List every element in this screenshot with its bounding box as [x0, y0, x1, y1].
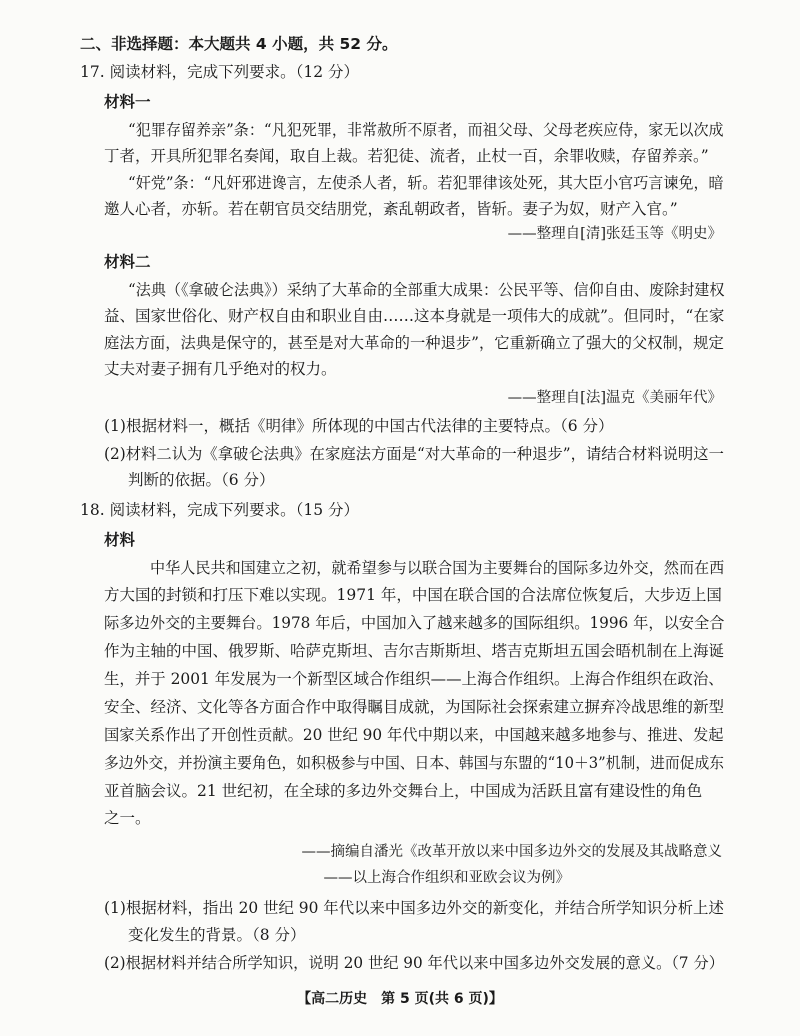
- q17-sub2-cont: 判断的依据。（6 分）: [128, 471, 275, 489]
- q17-m1-line: 丁者，开具所犯罪名奏闻，取自上裁。若犯徒、流者，止杖一百，余罪收赎，存留养亲。”: [104, 147, 709, 165]
- q17-m2-line: “法典（《拿破仑法典》）采纳了大革命的全部重大成果：公民平等、信仰自由、废除封建权: [128, 281, 725, 299]
- q18-line: 生，并于 2001 年发展为一个新型区域合作组织——上海合作组织。上海合作组织在政治、: [104, 670, 724, 688]
- q18-line: 方大国的封锁和打压下难以实现。1971 年，中国在联合国的合法席位恢复后，大步迈上国: [104, 586, 722, 604]
- page-footer: 【高二历史 第 5 页(共 6 页)】: [297, 991, 503, 1007]
- q18-line: 作为主轴的中国、俄罗斯、哈萨克斯坦、吉尔吉斯斯坦、塔吉克斯坦五国会晤机制在上海诞: [104, 642, 725, 660]
- q17-m2-source: ——整理自[法]温克《美丽年代》: [507, 390, 722, 406]
- q17-m1-source: ——整理自[清]张廷玉等《明史》: [507, 226, 722, 242]
- q18-source-line2: ——以上海合作组织和亚欧会议为例》: [323, 870, 570, 886]
- q17-material1-title: 材料一: [104, 93, 151, 111]
- q17-m1-line: “奸党”条：“凡奸邪进谗言，左使杀人者，斩。若犯罪律该处死，其大臣小官巧言谏免，暗: [128, 174, 724, 192]
- q17-material2-title: 材料二: [104, 253, 151, 271]
- q17-m1-line: 邀人心者，亦斩。若在朝官员交结朋党，紊乱朝政者，皆斩。妻子为奴，财产入官。”: [104, 200, 678, 218]
- q18-line: 国家关系作出了开创性贡献。20 世纪 90 年代中期以来，中国越来越多地参与、推进、发起: [104, 726, 724, 744]
- q18-line: 际多边外交的主要舞台。1978 年后，中国加入了越来越多的国际组织。1996 年，以安全合: [104, 614, 725, 632]
- q18-line: 中华人民共和国建立之初，就希望参与以联合国为主要舞台的国际多边外交，然而在西: [150, 559, 725, 577]
- q18-line: 亚首脑会议。21 世纪初，在全球的多边外交舞台上，中国成为活跃且富有建设性的角色: [104, 782, 703, 800]
- q18-material-title: 材料: [104, 531, 136, 549]
- q18-sub1: (1)根据材料，指出 20 世纪 90 年代以来中国多边外交的新变化，并结合所学知识分析上述: [104, 899, 724, 917]
- q17-sub1: (1)根据材料一，概括《明律》所体现的中国古代法律的主要特点。（6 分）: [104, 417, 614, 435]
- q17-m2-line: 益、国家世俗化、财产权自由和职业自由……这本身就是一项伟大的成就”。但同时，“在家: [104, 307, 725, 325]
- q17-sub2: (2)材料二认为《拿破仑法典》在家庭法方面是“对大革命的一种退步”，请结合材料说明这一: [104, 445, 724, 463]
- section-header: 二、非选择题：本大题共 4 小题，共 52 分。: [80, 35, 398, 53]
- q18-sub1-cont: 变化发生的背景。（8 分）: [128, 926, 306, 944]
- q17-m1-line: “犯罪存留养亲”条：“凡犯死罪，非常赦所不原者，而祖父母、父母老疾应侍，家无以次成: [128, 121, 724, 139]
- q18-stem: 18. 阅读材料，完成下列要求。（15 分）: [80, 501, 359, 519]
- q18-source-line1: ——摘编自潘光《改革开放以来中国多边外交的发展及其战略意义: [301, 844, 722, 860]
- q18-line: 安全、经济、文化等各方面合作中取得瞩目成就，为国际社会探索建立摒弃冷战思维的新型: [104, 698, 725, 716]
- q18-line: 之一。: [104, 809, 151, 827]
- q17-m2-line: 丈夫对妻子拥有几乎绝对的权力。: [104, 360, 337, 378]
- q17-m2-line: 庭法方面，法典是保守的，甚至是对大革命的一种退步”，它重新确立了强大的父权制，规定: [104, 334, 724, 352]
- q18-line: 多边外交，并扮演主要角色，如积极参与中国、日本、韩国与东盟的“10＋3”机制，进而促成东: [104, 754, 725, 772]
- q18-sub2: (2)根据材料并结合所学知识，说明 20 世纪 90 年代以来中国多边外交发展的意义。（7 分）: [104, 954, 724, 972]
- q17-stem: 17. 阅读材料，完成下列要求。（12 分）: [80, 63, 359, 81]
